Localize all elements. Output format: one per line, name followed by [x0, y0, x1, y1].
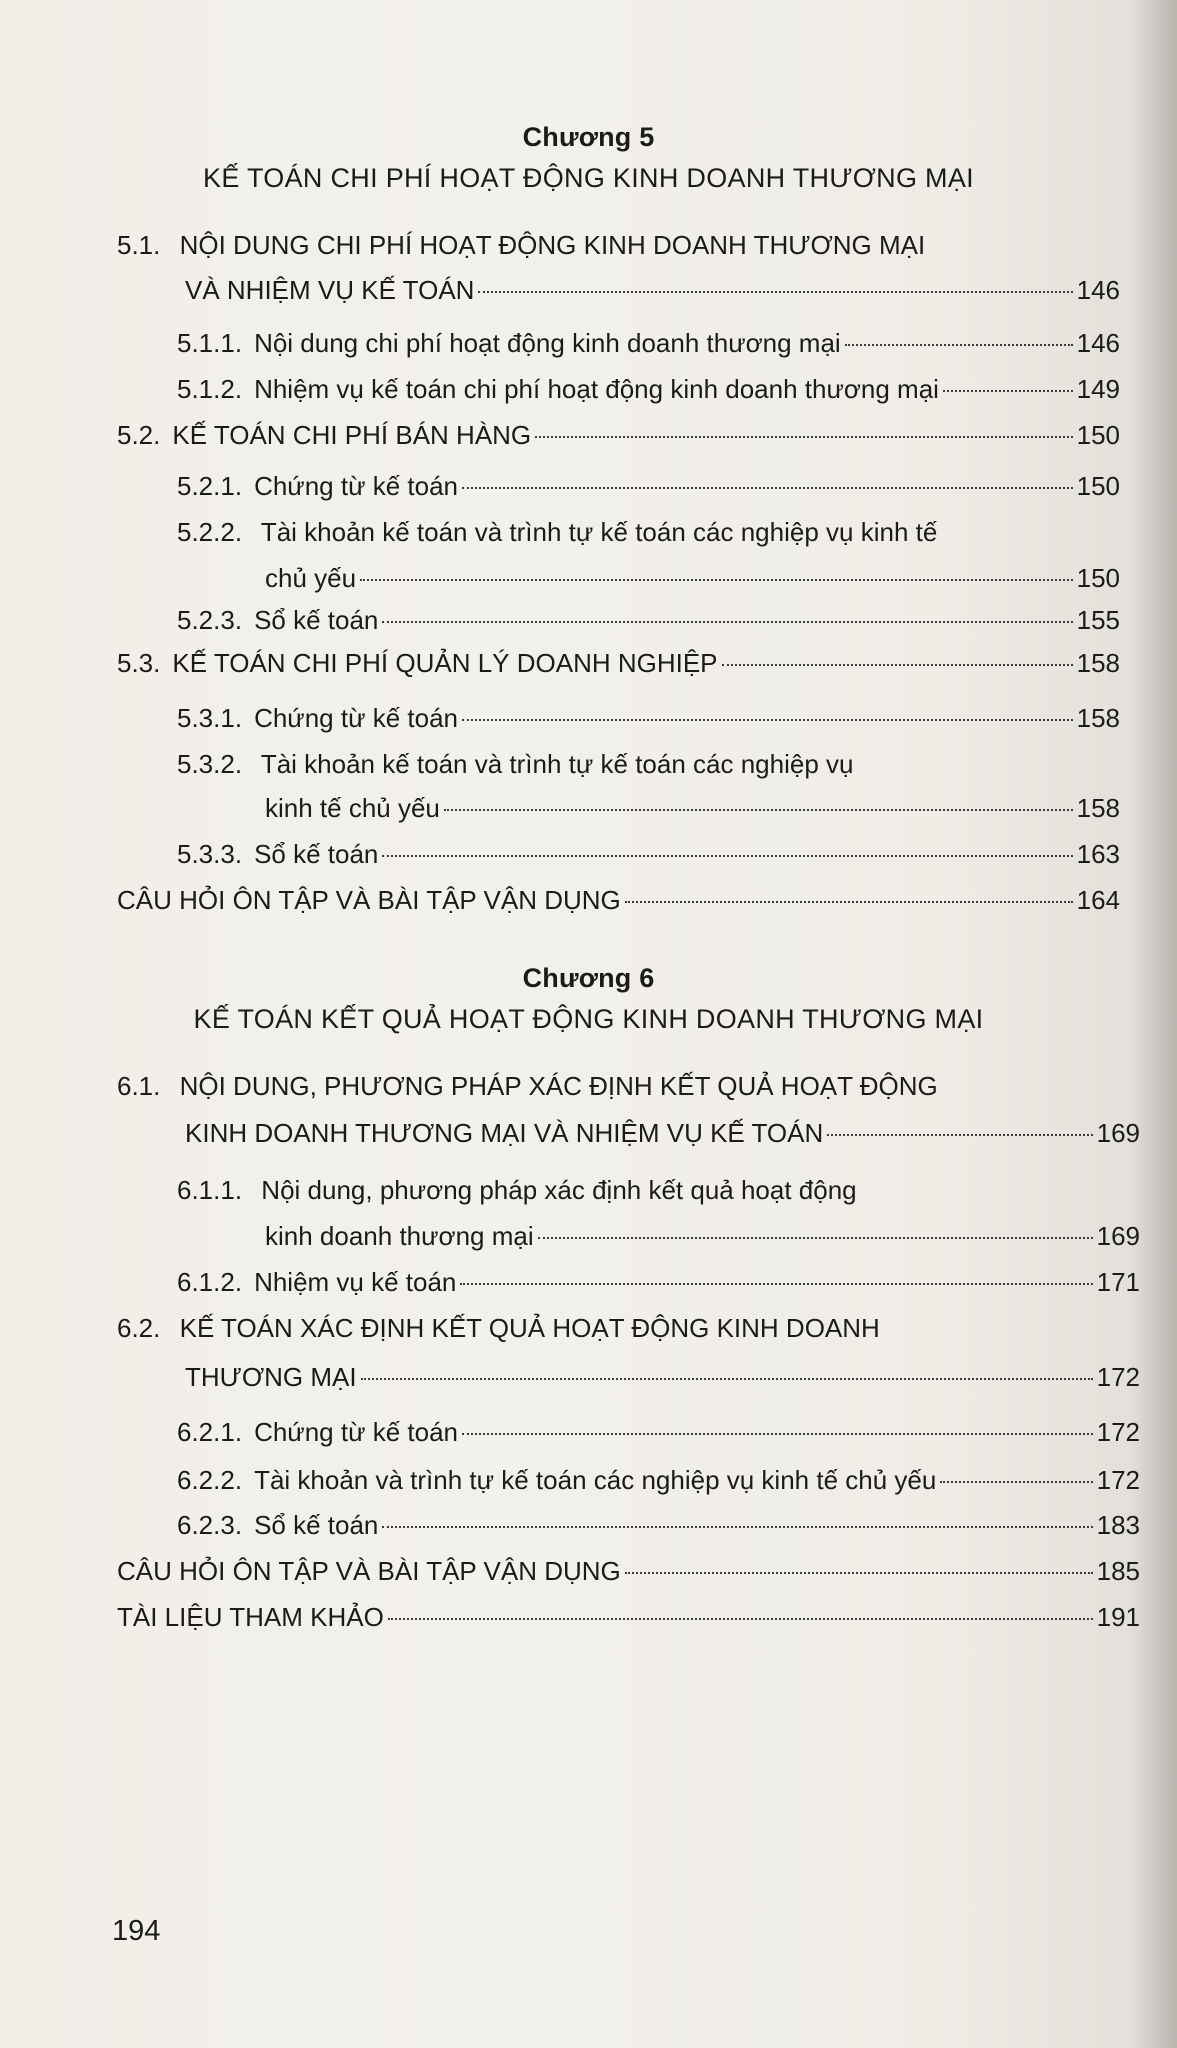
entry-page: 172 [1096, 1362, 1140, 1392]
toc-entry[interactable] [177, 463, 1120, 509]
entry-number: 6.1.2. [177, 1267, 243, 1297]
entry-page: 171 [1096, 1267, 1140, 1297]
toc-entry[interactable] [117, 1548, 1140, 1594]
toc-entry[interactable] [177, 320, 1120, 366]
entry-number: 5.3.1. [177, 703, 243, 733]
page-number: 194 [112, 1915, 161, 1947]
toc-entry-continuation[interactable] [185, 267, 1120, 313]
entry-title: Nội dung chi phí hoạt động kinh doanh thương mại [254, 328, 841, 358]
entry-title: Tài khoản kế toán và trình tự kế toán các nghiệp vụ [260, 749, 854, 779]
toc-entry[interactable] [117, 877, 1120, 923]
entry-title: Tài khoản và trình tự kế toán các nghiệp vụ kinh tế chủ yếu [254, 1465, 937, 1495]
entry-number: 5.2.3. [177, 605, 243, 635]
toc-entry-continuation[interactable] [265, 1213, 1140, 1259]
entry-page: 169 [1096, 1118, 1140, 1148]
entry-number: 5.1.2. [177, 374, 243, 404]
toc-entry[interactable] [117, 640, 1120, 686]
dot-leader [625, 900, 1073, 903]
dot-leader [462, 718, 1073, 721]
toc-entry-continuation[interactable] [185, 1354, 1140, 1400]
entry-page: 191 [1096, 1602, 1140, 1632]
toc-entry[interactable] [177, 1259, 1140, 1305]
entry-number: 5.3. [117, 648, 161, 678]
entry-number: 6.2.2. [177, 1465, 243, 1495]
toc-entry[interactable] [177, 1502, 1140, 1548]
toc-entry[interactable] [177, 1457, 1140, 1503]
entry-title-continuation: THƯƠNG MẠI [185, 1362, 357, 1392]
entry-title-continuation: kinh tế chủ yếu [265, 793, 440, 823]
toc-entry[interactable] [117, 1063, 938, 1109]
toc-entry[interactable] [117, 1305, 880, 1351]
entry-number: 5.2.1. [177, 471, 243, 501]
entry-title-continuation: KINH DOANH THƯƠNG MẠI VÀ NHIỆM VỤ KẾ TOÁN [185, 1118, 824, 1148]
toc-entry[interactable] [177, 1409, 1140, 1455]
toc-entry[interactable] [117, 222, 925, 268]
entry-page: 158 [1076, 648, 1120, 678]
dot-leader [943, 389, 1073, 392]
entry-title: KẾ TOÁN CHI PHÍ BÁN HÀNG [172, 420, 532, 450]
entry-page: 183 [1096, 1510, 1140, 1540]
toc-entry[interactable] [177, 366, 1120, 412]
entry-title: TÀI LIỆU THAM KHẢO [117, 1602, 384, 1632]
entry-page: 146 [1076, 328, 1120, 358]
dot-leader [845, 343, 1073, 346]
dot-leader [722, 663, 1073, 666]
chapter-label: Chương 5 [522, 122, 655, 152]
entry-number: 5.3.2. [177, 749, 243, 779]
dot-leader [940, 1480, 1092, 1483]
entry-title-continuation: kinh doanh thương mại [265, 1221, 534, 1251]
entry-title: Sổ kế toán [254, 605, 379, 635]
toc-entry[interactable] [177, 1167, 857, 1213]
dot-leader [538, 1236, 1093, 1239]
entry-title: Nhiệm vụ kế toán [254, 1267, 457, 1297]
toc-entry[interactable] [117, 412, 1120, 458]
toc-entry[interactable] [117, 1594, 1140, 1640]
entry-title: NỘI DUNG CHI PHÍ HOẠT ĐỘNG KINH DOANH THƯƠNG MẠI [179, 230, 926, 260]
dot-leader [382, 1525, 1092, 1528]
entry-number: 6.2. [117, 1313, 161, 1343]
entry-page: 169 [1096, 1221, 1140, 1251]
entry-page: 150 [1076, 471, 1120, 501]
entry-title: Chứng từ kế toán [254, 1417, 458, 1447]
entry-title: Tài khoản kế toán và trình tự kế toán các nghiệp vụ kinh tế [260, 517, 938, 547]
entry-number: 6.2.1. [177, 1417, 243, 1447]
toc-entry-continuation[interactable] [185, 1110, 1140, 1156]
dot-leader [462, 1432, 1093, 1435]
entry-page: 164 [1076, 885, 1120, 915]
entry-page: 185 [1096, 1556, 1140, 1586]
entry-title: Nội dung, phương pháp xác định kết quả hoạt động [261, 1175, 857, 1205]
entry-title-continuation: chủ yếu [265, 563, 357, 593]
entry-page: 158 [1076, 793, 1120, 823]
entry-page: 172 [1096, 1417, 1140, 1447]
dot-leader [478, 290, 1072, 293]
toc-entry[interactable] [177, 509, 937, 555]
entry-page: 150 [1076, 563, 1120, 593]
entry-page: 155 [1076, 605, 1120, 635]
chapter-title: KẾ TOÁN CHI PHÍ HOẠT ĐỘNG KINH DOANH THƯƠNG MẠI [203, 163, 974, 193]
chapter-title: KẾ TOÁN KẾT QUẢ HOẠT ĐỘNG KINH DOANH THƯƠNG MẠI [193, 1004, 984, 1034]
dot-leader [388, 1617, 1093, 1620]
dot-leader [382, 854, 1072, 857]
entry-page: 150 [1076, 420, 1120, 450]
entry-page: 149 [1076, 374, 1120, 404]
toc-entry[interactable] [177, 597, 1120, 643]
entry-title: Sổ kế toán [254, 839, 379, 869]
entry-title: Chứng từ kế toán [254, 471, 458, 501]
chapter-label: Chương 6 [522, 963, 655, 993]
entry-title: Chứng từ kế toán [254, 703, 458, 733]
entry-title: Sổ kế toán [254, 1510, 379, 1540]
entry-number: 5.1.1. [177, 328, 243, 358]
entry-number: 5.2. [117, 420, 161, 450]
entry-page: 163 [1076, 839, 1120, 869]
entry-page: 158 [1076, 703, 1120, 733]
entry-title: Nhiệm vụ kế toán chi phí hoạt động kinh doanh thương mại [254, 374, 939, 404]
dot-leader [382, 620, 1072, 623]
entry-title: NỘI DUNG, PHƯƠNG PHÁP XÁC ĐỊNH KẾT QUẢ HOẠT ĐỘNG [179, 1071, 938, 1101]
entry-title: KẾ TOÁN XÁC ĐỊNH KẾT QUẢ HOẠT ĐỘNG KINH DOANH [179, 1313, 880, 1343]
dot-leader [535, 435, 1072, 438]
dot-leader [361, 1377, 1093, 1380]
entry-page: 172 [1096, 1465, 1140, 1495]
entry-number: 6.1. [117, 1071, 161, 1101]
entry-number: 5.1. [117, 230, 161, 260]
chapter-5-header [0, 122, 1177, 194]
chapter-6-header [0, 963, 1177, 1035]
toc-entry-continuation[interactable] [265, 785, 1120, 831]
entry-title: KẾ TOÁN CHI PHÍ QUẢN LÝ DOANH NGHIỆP [172, 648, 718, 678]
toc-entry[interactable] [177, 695, 1120, 741]
dot-leader [625, 1571, 1093, 1574]
toc-entry[interactable] [177, 741, 853, 787]
dot-leader [462, 486, 1073, 489]
entry-number: 6.1.1. [177, 1175, 243, 1205]
entry-title-continuation: VÀ NHIỆM VỤ KẾ TOÁN [185, 275, 475, 305]
entry-number: 5.3.3. [177, 839, 243, 869]
dot-leader [444, 808, 1073, 811]
entry-number: 6.2.3. [177, 1510, 243, 1540]
entry-title: CÂU HỎI ÔN TẬP VÀ BÀI TẬP VẬN DỤNG [117, 885, 621, 915]
toc-entry[interactable] [177, 831, 1120, 877]
dot-leader [827, 1133, 1092, 1136]
entry-page: 146 [1076, 275, 1120, 305]
entry-number: 5.2.2. [177, 517, 243, 547]
toc-entry-continuation[interactable] [265, 555, 1120, 601]
entry-title: CÂU HỎI ÔN TẬP VÀ BÀI TẬP VẬN DỤNG [117, 1556, 621, 1586]
dot-leader [460, 1282, 1092, 1285]
dot-leader [360, 578, 1073, 581]
